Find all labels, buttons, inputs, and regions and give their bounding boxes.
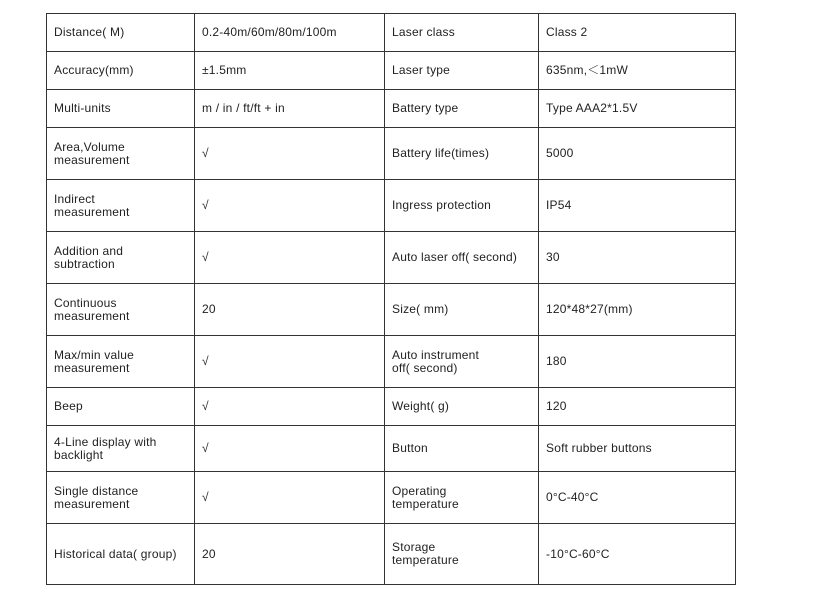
spec-value: ±1.5mm (195, 52, 385, 90)
table-row (47, 284, 736, 336)
spec-value: √ (195, 180, 385, 232)
spec-value: 180 (539, 336, 736, 388)
spec-label: Beep (47, 388, 195, 426)
spec-label: Button (385, 426, 539, 472)
spec-value: 30 (539, 232, 736, 284)
spec-value: √ (195, 232, 385, 284)
table-row (47, 90, 736, 128)
spec-value: √ (195, 426, 385, 472)
spec-label: Size( mm) (385, 284, 539, 336)
table-row (47, 180, 736, 232)
spec-label: Area,Volume measurement (47, 128, 195, 180)
spec-value: 0.2-40m/60m/80m/100m (195, 14, 385, 52)
spec-label: Storage temperature (385, 524, 539, 585)
spec-value: IP54 (539, 180, 736, 232)
spec-value: 120*48*27(mm) (539, 284, 736, 336)
spec-value: √ (195, 128, 385, 180)
spec-value: √ (195, 388, 385, 426)
spec-label: Ingress protection (385, 180, 539, 232)
spec-value: √ (195, 336, 385, 388)
spec-label: Indirect measurement (47, 180, 195, 232)
spec-label: Auto instrument off( second) (385, 336, 539, 388)
spec-label: Multi-units (47, 90, 195, 128)
table-row (47, 14, 736, 52)
spec-table-body (47, 14, 736, 585)
table-row (47, 472, 736, 524)
spec-label: Single distance measurement (47, 472, 195, 524)
spec-value: -10°C-60°C (539, 524, 736, 585)
spec-label: 4-Line display with backlight (47, 426, 195, 472)
spec-label: Battery type (385, 90, 539, 128)
spec-label: Continuous measurement (47, 284, 195, 336)
spec-value: Class 2 (539, 14, 736, 52)
spec-value: m / in / ft/ft + in (195, 90, 385, 128)
spec-label: Weight( g) (385, 388, 539, 426)
spec-label: Accuracy(mm) (47, 52, 195, 90)
spec-label: Laser type (385, 52, 539, 90)
spec-label: Distance( M) (47, 14, 195, 52)
spec-label: Auto laser off( second) (385, 232, 539, 284)
table-row (47, 232, 736, 284)
spec-value: Type AAA2*1.5V (539, 90, 736, 128)
spec-value: 635nm,＜1mW (539, 52, 736, 90)
spec-value: 20 (195, 524, 385, 585)
spec-value: √ (195, 472, 385, 524)
table-row (47, 336, 736, 388)
spec-label: Battery life(times) (385, 128, 539, 180)
spec-value: 0°C-40°C (539, 472, 736, 524)
spec-label: Historical data( group) (47, 524, 195, 585)
spec-label: Addition and subtraction (47, 232, 195, 284)
table-row (47, 524, 736, 585)
table-row (47, 388, 736, 426)
spec-value: 5000 (539, 128, 736, 180)
spec-value: Soft rubber buttons (539, 426, 736, 472)
table-row (47, 52, 736, 90)
spec-label: Max/min value measurement (47, 336, 195, 388)
table-row (47, 128, 736, 180)
spec-label: Laser class (385, 14, 539, 52)
table-row (47, 426, 736, 472)
spec-value: 120 (539, 388, 736, 426)
spec-table (46, 13, 736, 585)
spec-value: 20 (195, 284, 385, 336)
spec-label: Operating temperature (385, 472, 539, 524)
